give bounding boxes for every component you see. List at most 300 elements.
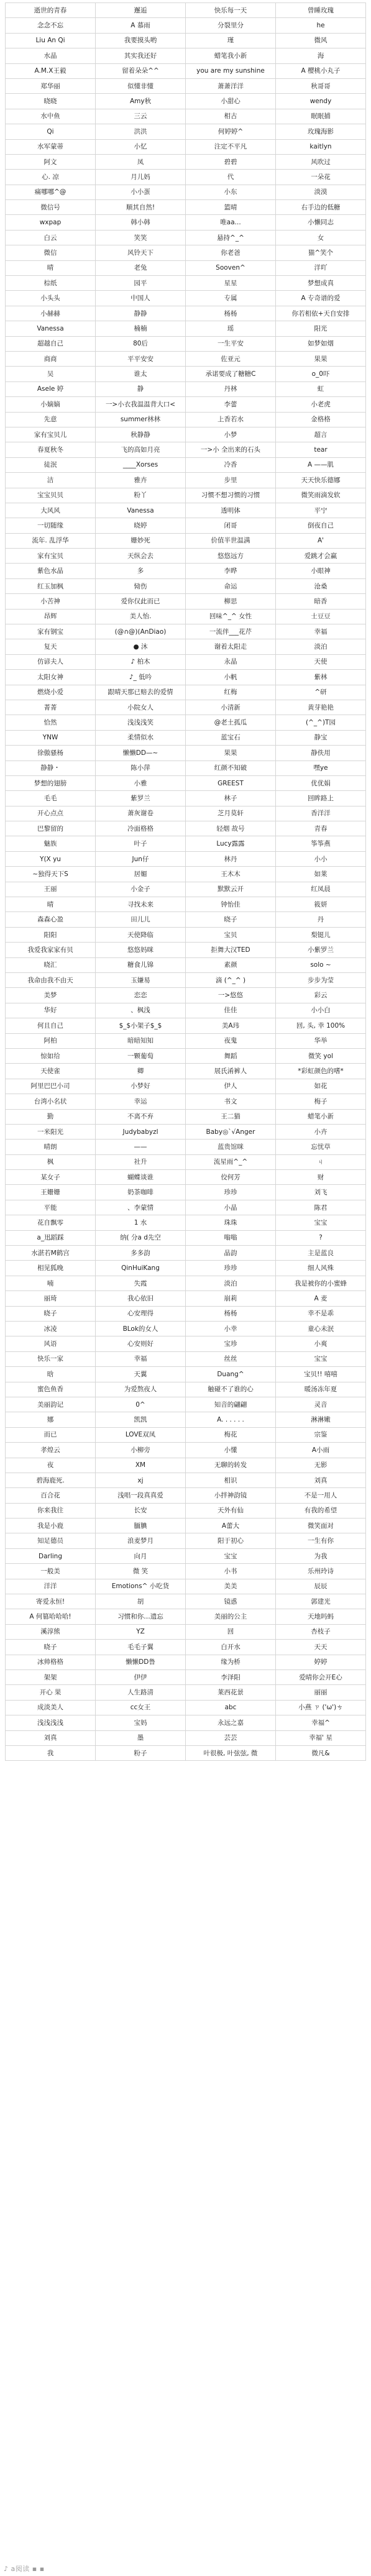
- name-cell: 你来我往: [6, 1503, 96, 1518]
- name-cell: 冰帅格格: [6, 1655, 96, 1669]
- table-row: [6, 1094, 366, 1109]
- name-cell: 徒泯: [6, 457, 96, 472]
- name-cell: 你老爸: [186, 245, 276, 260]
- name-table-body: [6, 3, 366, 1761]
- name-cell: 幸福^: [276, 1715, 366, 1730]
- name-cell: 晶韵: [186, 1246, 276, 1261]
- name-cell: 微信号: [6, 200, 96, 215]
- table-row: [6, 624, 366, 639]
- name-cell: 梦想成真: [276, 276, 366, 291]
- table-row: [6, 1351, 366, 1366]
- table-row: [6, 1473, 366, 1487]
- name-cell: 夜鬼: [186, 1033, 276, 1048]
- name-cell: 水湛若M鹤宫: [6, 1246, 96, 1261]
- name-cell: ♪_ 低吟: [96, 670, 186, 685]
- name-cell: 杏枝子: [276, 1624, 366, 1639]
- name-cell: 梦想的翅膀: [6, 775, 96, 790]
- table-row: [6, 1443, 366, 1458]
- name-cell: 永晶: [186, 654, 276, 669]
- table-row: [6, 867, 366, 882]
- name-cell: 跟晴天那已赔去的爱情: [96, 685, 186, 700]
- name-cell: 红梅: [186, 685, 276, 700]
- name-cell: 彩云: [276, 988, 366, 1003]
- table-row: [6, 1640, 366, 1655]
- name-cell: 宝宝: [186, 1548, 276, 1563]
- name-cell: 美丽的公主: [186, 1609, 276, 1624]
- name-cell: 有我的希望: [276, 1503, 366, 1518]
- name-cell: 心安则好: [96, 1336, 186, 1351]
- name-cell: 星星: [186, 276, 276, 291]
- table-row: [6, 1124, 366, 1139]
- name-cell: 小院女人: [96, 700, 186, 715]
- name-cell: Qi: [6, 124, 96, 139]
- table-row: [6, 639, 366, 654]
- corner-watermark: ♪ a阅读 ▪ ▪: [4, 2565, 45, 2573]
- table-row: [6, 685, 366, 700]
- table-row: [6, 230, 366, 245]
- name-cell: 微信: [6, 245, 96, 260]
- name-cell: 珍珍: [186, 1261, 276, 1276]
- name-cell: ^研: [276, 685, 366, 700]
- name-cell: 超越自己: [6, 336, 96, 351]
- name-cell: 我是被你的小蜜蜂: [276, 1276, 366, 1290]
- name-cell: 晴: [6, 897, 96, 912]
- name-cell: 林丹: [186, 851, 276, 866]
- name-cell: 天天快乐德娜: [276, 473, 366, 488]
- name-cell: 冷香: [186, 457, 276, 472]
- name-cell: Baby◎`√Anger: [186, 1124, 276, 1139]
- name-cell: 平宁: [276, 503, 366, 518]
- name-cell: 蝴蝶谈谁: [96, 1170, 186, 1185]
- name-cell: abc: [186, 1700, 276, 1715]
- name-cell: 淡泊: [186, 1276, 276, 1290]
- name-cell: 叶很极, 叶弦弦, 微: [186, 1745, 276, 1760]
- name-cell: 浪麦梦月: [96, 1533, 186, 1548]
- name-cell: 为我: [276, 1548, 366, 1563]
- name-cell: 命运: [186, 578, 276, 593]
- name-cell: @老土孤瓜: [186, 715, 276, 730]
- name-cell: 拒舞大汉TED: [186, 943, 276, 957]
- name-cell: 微风: [276, 33, 366, 48]
- table-row: [6, 1730, 366, 1745]
- table-row: [6, 1655, 366, 1669]
- name-cell: 唯aa...: [186, 215, 276, 230]
- name-cell: 海: [276, 48, 366, 63]
- name-cell: 展氏淆裤人: [186, 1064, 276, 1079]
- name-cell: 刘飞: [276, 1185, 366, 1200]
- name-cell: 华好: [6, 1003, 96, 1018]
- name-cell: 童心未泯: [276, 1321, 366, 1336]
- table-row: [6, 291, 366, 306]
- name-cell: 柔情似水: [96, 730, 186, 745]
- name-cell: 回味^_^ 女性: [186, 609, 276, 624]
- name-cell: a_迅蹈踩: [6, 1230, 96, 1245]
- name-cell: 轻烟 故号: [186, 821, 276, 836]
- name-cell: 楠楠: [96, 321, 186, 336]
- table-row: [6, 1246, 366, 1261]
- table-row: [6, 1519, 366, 1533]
- table-row: [6, 700, 366, 715]
- name-cell: 触碰不了谁的心: [186, 1382, 276, 1397]
- table-row: [6, 1003, 366, 1018]
- name-cell: 悠悠妈咪: [96, 943, 186, 957]
- name-cell: 辰辰: [276, 1579, 366, 1594]
- name-cell: 佼何芳: [186, 1170, 276, 1185]
- name-cell: 刘真: [6, 1730, 96, 1745]
- name-cell: 天地吗蚂: [276, 1609, 366, 1624]
- name-cell: Asele 婷: [6, 381, 96, 396]
- name-cell: 台湾小名状: [6, 1094, 96, 1109]
- name-cell: 森森心盈: [6, 912, 96, 927]
- name-cell: 小清新: [186, 700, 276, 715]
- name-cell: 红颜不知破: [186, 760, 276, 775]
- name-cell: 镜惑: [186, 1594, 276, 1609]
- table-row: [6, 1503, 366, 1518]
- name-cell: 晗: [6, 1367, 96, 1382]
- name-cell: A 慕雨: [96, 18, 186, 33]
- table-row: [6, 715, 366, 730]
- name-cell: 金格格: [276, 412, 366, 427]
- name-cell: 静: [96, 381, 186, 396]
- name-cell: Amy秋: [96, 94, 186, 109]
- name-cell: 棕纸: [6, 276, 96, 291]
- table-row: [6, 1715, 366, 1730]
- table-row: [6, 1170, 366, 1185]
- table-row: [6, 381, 366, 396]
- name-cell: 复天: [6, 639, 96, 654]
- name-cell: 素颜: [186, 957, 276, 972]
- name-cell: LOVE双凤: [96, 1427, 186, 1442]
- name-cell: 晓晓: [6, 94, 96, 109]
- table-row: [6, 351, 366, 366]
- name-cell: 专属: [186, 291, 276, 306]
- name-cell: 梅子: [276, 1094, 366, 1109]
- name-cell: 静宝: [276, 730, 366, 745]
- name-cell: 心安理得: [96, 1306, 186, 1321]
- table-row: [6, 1564, 366, 1579]
- name-cell: 主是蓝良: [276, 1246, 366, 1261]
- name-cell: 太阳女神: [6, 670, 96, 685]
- name-cell: 嘿ye: [276, 760, 366, 775]
- table-row: [6, 488, 366, 503]
- name-cell: 流星雨^_^: [186, 1154, 276, 1169]
- name-cell: 筝筝燕: [276, 836, 366, 851]
- name-cell: 谢着太阳走: [186, 639, 276, 654]
- table-row: [6, 1624, 366, 1639]
- name-cell: 财: [276, 1170, 366, 1185]
- table-row: [6, 1230, 366, 1245]
- name-cell: 王姗姗: [6, 1185, 96, 1200]
- name-cell: 知足德员: [6, 1533, 96, 1548]
- name-cell: 夜: [6, 1458, 96, 1473]
- name-cell: A 何篡哈哈哈!: [6, 1609, 96, 1624]
- name-cell: A 樱桃小丸子: [276, 63, 366, 78]
- table-row: [6, 1048, 366, 1063]
- name-cell: 悠悠远方: [186, 549, 276, 564]
- table-row: [6, 18, 366, 33]
- name-cell: 仿谚夫人: [6, 654, 96, 669]
- table-row: [6, 33, 366, 48]
- table-row: [6, 306, 366, 321]
- name-cell: 我是小鹿: [6, 1519, 96, 1533]
- name-cell: 天使降临: [96, 927, 186, 942]
- name-cell: 小拌神韵镜: [186, 1488, 276, 1503]
- name-cell: 静佚用: [276, 746, 366, 760]
- table-row: [6, 185, 366, 199]
- table-row: [6, 943, 366, 957]
- table-row: [6, 670, 366, 685]
- table-row: [6, 412, 366, 427]
- name-cell: 家有钢宝: [6, 624, 96, 639]
- name-cell: 如花: [276, 1079, 366, 1094]
- name-cell: 永远之嘉: [186, 1715, 276, 1730]
- name-cell: 为爱熬夜人: [96, 1382, 186, 1397]
- table-row: [6, 578, 366, 593]
- name-cell: 孝煌云: [6, 1443, 96, 1458]
- name-cell: 老兔: [96, 260, 186, 275]
- name-cell: Liu An Qi: [6, 33, 96, 48]
- name-cell: 林子: [186, 791, 276, 806]
- name-cell: 春夏秋冬: [6, 442, 96, 457]
- name-cell: 我要摸头哟: [96, 33, 186, 48]
- name-cell: 小书: [186, 1564, 276, 1579]
- table-row: [6, 109, 366, 124]
- table-row: [6, 1548, 366, 1563]
- name-cell: 宝贝!! 嘻嘻: [276, 1367, 366, 1382]
- name-cell: 美A玮: [186, 1018, 276, 1033]
- name-cell: 沧桑: [276, 578, 366, 593]
- name-cell: 小小蛋: [96, 185, 186, 199]
- name-cell: 步步为莹: [276, 973, 366, 988]
- name-cell: 快乐每一天: [186, 3, 276, 18]
- name-cell: A ——肌: [276, 457, 366, 472]
- name-cell: 小懒同志: [276, 215, 366, 230]
- name-cell: ?: [276, 1230, 366, 1245]
- name-cell: 飞的高如月亮: [96, 442, 186, 457]
- name-cell: 水军蒙蒂: [6, 139, 96, 154]
- name-cell: 恋恋: [96, 988, 186, 1003]
- name-cell: 嗡嗡: [186, 1230, 276, 1245]
- name-cell: 阳光: [276, 321, 366, 336]
- table-row: [6, 821, 366, 836]
- name-cell: Vanessa: [6, 321, 96, 336]
- name-cell: 叶子: [96, 836, 186, 851]
- table-row: [6, 1306, 366, 1321]
- table-row: [6, 1291, 366, 1306]
- name-cell: cc女王: [96, 1700, 186, 1715]
- name-cell: 宝宝: [276, 1215, 366, 1230]
- name-cell: 知音的翩翩: [186, 1397, 276, 1412]
- name-cell: 留着朵朵^^: [96, 63, 186, 78]
- name-cell: 代: [186, 170, 276, 185]
- name-cell: 小爽: [276, 1336, 366, 1351]
- name-cell: Jun仔: [96, 851, 186, 866]
- name-cell: 蓝宝石: [186, 730, 276, 745]
- name-cell: 阳于初心: [186, 1533, 276, 1548]
- table-row: [6, 427, 366, 442]
- name-cell: 阿里巴巴小司: [6, 1079, 96, 1094]
- name-cell: 青春: [276, 821, 366, 836]
- name-cell: you are my sunshine: [186, 63, 276, 78]
- name-cell: 蓝贵馆咪: [186, 1140, 276, 1154]
- name-cell: ~独得天下S: [6, 867, 96, 882]
- name-cell: 吴: [6, 367, 96, 381]
- name-cell: 毛毛子翼: [96, 1640, 186, 1655]
- name-cell: A蕾大: [186, 1519, 276, 1533]
- table-row: [6, 957, 366, 972]
- name-cell: 崩莉: [186, 1291, 276, 1306]
- table-row: [6, 473, 366, 488]
- table-row: [6, 1215, 366, 1230]
- name-cell: 小雅: [96, 775, 186, 790]
- table-row: [6, 1154, 366, 1169]
- name-cell: 小柳旁: [96, 1443, 186, 1458]
- name-cell: 平能: [6, 1200, 96, 1215]
- table-row: [6, 730, 366, 745]
- name-cell: 透明体: [186, 503, 276, 518]
- name-cell: 右手边的低糖: [276, 200, 366, 215]
- name-cell: 浅浅浅笑: [96, 715, 186, 730]
- name-cell: 猫^笑个: [276, 245, 366, 260]
- name-cell: 钟怡佳: [186, 897, 276, 912]
- name-cell: 无影: [276, 1458, 366, 1473]
- table-row: [6, 1200, 366, 1215]
- name-cell: 0^: [96, 1397, 186, 1412]
- name-cell: 价值半世温满: [186, 533, 276, 548]
- name-cell: 谁太: [96, 367, 186, 381]
- name-cell: 何且自己: [6, 1018, 96, 1033]
- name-cell: 懒懒DD鲁: [96, 1655, 186, 1669]
- name-cell: 先意: [6, 412, 96, 427]
- name-cell: 回: [186, 1624, 276, 1639]
- name-cell: 田儿儿: [96, 912, 186, 927]
- name-cell: 一生有你: [276, 1533, 366, 1548]
- table-row: [6, 1276, 366, 1290]
- name-cell: 如莱: [276, 867, 366, 882]
- name-cell: 婷婷: [276, 1655, 366, 1669]
- name-cell: 念念不忘: [6, 18, 96, 33]
- name-cell: 天外有仙: [186, 1503, 276, 1518]
- table-row: [6, 1064, 366, 1079]
- name-cell: 胡: [96, 1594, 186, 1609]
- name-cell: 奶茶咖啡: [96, 1185, 186, 1200]
- table-row: [6, 912, 366, 927]
- name-cell: 丹: [276, 912, 366, 927]
- name-cell: 阳阳: [6, 927, 96, 942]
- table-row: [6, 1382, 366, 1397]
- name-cell: Emotions^ 小吃货: [96, 1579, 186, 1594]
- table-row: [6, 806, 366, 821]
- name-cell: 一>小衣我温温背大口<: [96, 397, 186, 412]
- name-cell: 伊伊: [96, 1669, 186, 1684]
- name-cell: 家有宝贝儿: [6, 427, 96, 442]
- name-cell: 你若相依+天自安排: [276, 306, 366, 321]
- table-row: [6, 594, 366, 609]
- name-cell: 小卉: [276, 1124, 366, 1139]
- name-cell: 丝丝: [186, 1351, 276, 1366]
- name-cell: 开心点点: [6, 806, 96, 821]
- name-cell: 士豆豆: [276, 609, 366, 624]
- name-cell: 李泽阳: [186, 1669, 276, 1684]
- name-cell: 陈小萍: [96, 760, 186, 775]
- name-cell: 一般美: [6, 1564, 96, 1579]
- name-cell: 注定不平凡: [186, 139, 276, 154]
- table-row: [6, 48, 366, 63]
- name-cell: 杨杨: [186, 1306, 276, 1321]
- table-row: [6, 1033, 366, 1048]
- table-row: [6, 215, 366, 230]
- table-row: [6, 154, 366, 169]
- table-row: [6, 1140, 366, 1154]
- table-row: [6, 1458, 366, 1473]
- name-cell: 爱晴你会开E心: [276, 1669, 366, 1684]
- name-cell: YNW: [6, 730, 96, 745]
- name-cell: 小燕 ㄗ ('ω')ㄘ: [276, 1700, 366, 1715]
- table-row: [6, 1321, 366, 1336]
- name-cell: 冰凌: [6, 1321, 96, 1336]
- name-cell: 幸不是乖: [276, 1306, 366, 1321]
- name-cell: 缘为桥: [186, 1655, 276, 1669]
- table-row: [6, 1488, 366, 1503]
- name-cell: 长安: [96, 1503, 186, 1518]
- name-cell: 小梦: [186, 427, 276, 442]
- name-cell: 糖食儿锦: [96, 957, 186, 972]
- name-cell: 淡泊: [276, 639, 366, 654]
- name-cell: 80后: [96, 336, 186, 351]
- table-row: [6, 654, 366, 669]
- name-cell: 一>小 全出来的石头: [186, 442, 276, 457]
- table-row: [6, 1079, 366, 1094]
- name-cell: 一流伴___花芹: [186, 624, 276, 639]
- name-cell: ㄐ: [276, 1154, 366, 1169]
- name-cell: 美美: [186, 1579, 276, 1594]
- name-cell: 小帆: [186, 670, 276, 685]
- name-cell: 多: [96, 564, 186, 578]
- name-cell: 粉子: [96, 1745, 186, 1760]
- name-cell: 笑笑: [96, 230, 186, 245]
- name-cell: 佐亚元: [186, 351, 276, 366]
- name-cell: 宝妈: [96, 1715, 186, 1730]
- name-cell: Judybabyzl: [96, 1124, 186, 1139]
- name-cell: 丽丽: [276, 1685, 366, 1700]
- name-cell: 纳( 分a d先空: [96, 1230, 186, 1245]
- name-cell: BLok的女人: [96, 1321, 186, 1336]
- name-cell: 某女子: [6, 1170, 96, 1185]
- name-cell: 微笑 yol: [276, 1048, 366, 1063]
- name-cell: 步里: [186, 473, 276, 488]
- name-cell: 阿柏: [6, 1033, 96, 1048]
- name-cell: 天纵会去: [96, 549, 186, 564]
- name-cell: ——: [96, 1140, 186, 1154]
- table-row: [6, 836, 366, 851]
- name-cell: 红玉加枫: [6, 578, 96, 593]
- name-cell: summer林林: [96, 412, 186, 427]
- name-cell: 小甜心: [186, 94, 276, 109]
- name-cell: 灵音: [276, 1397, 366, 1412]
- name-cell: 月儿妈: [96, 170, 186, 185]
- name-cell: 小苦神: [6, 594, 96, 609]
- name-cell: 李晔: [186, 564, 276, 578]
- name-cell: 天天: [276, 1640, 366, 1655]
- name-cell: 篮晴: [186, 200, 276, 215]
- name-cell: 晓子: [186, 912, 276, 927]
- name-cell: 溪淳熊: [6, 1624, 96, 1639]
- name-cell: 一颗葡萄: [96, 1048, 186, 1063]
- name-cell: 心. 凉: [6, 170, 96, 185]
- name-cell: 幸福: [276, 624, 366, 639]
- table-row: [6, 3, 366, 18]
- name-cell: 社升: [96, 1154, 186, 1169]
